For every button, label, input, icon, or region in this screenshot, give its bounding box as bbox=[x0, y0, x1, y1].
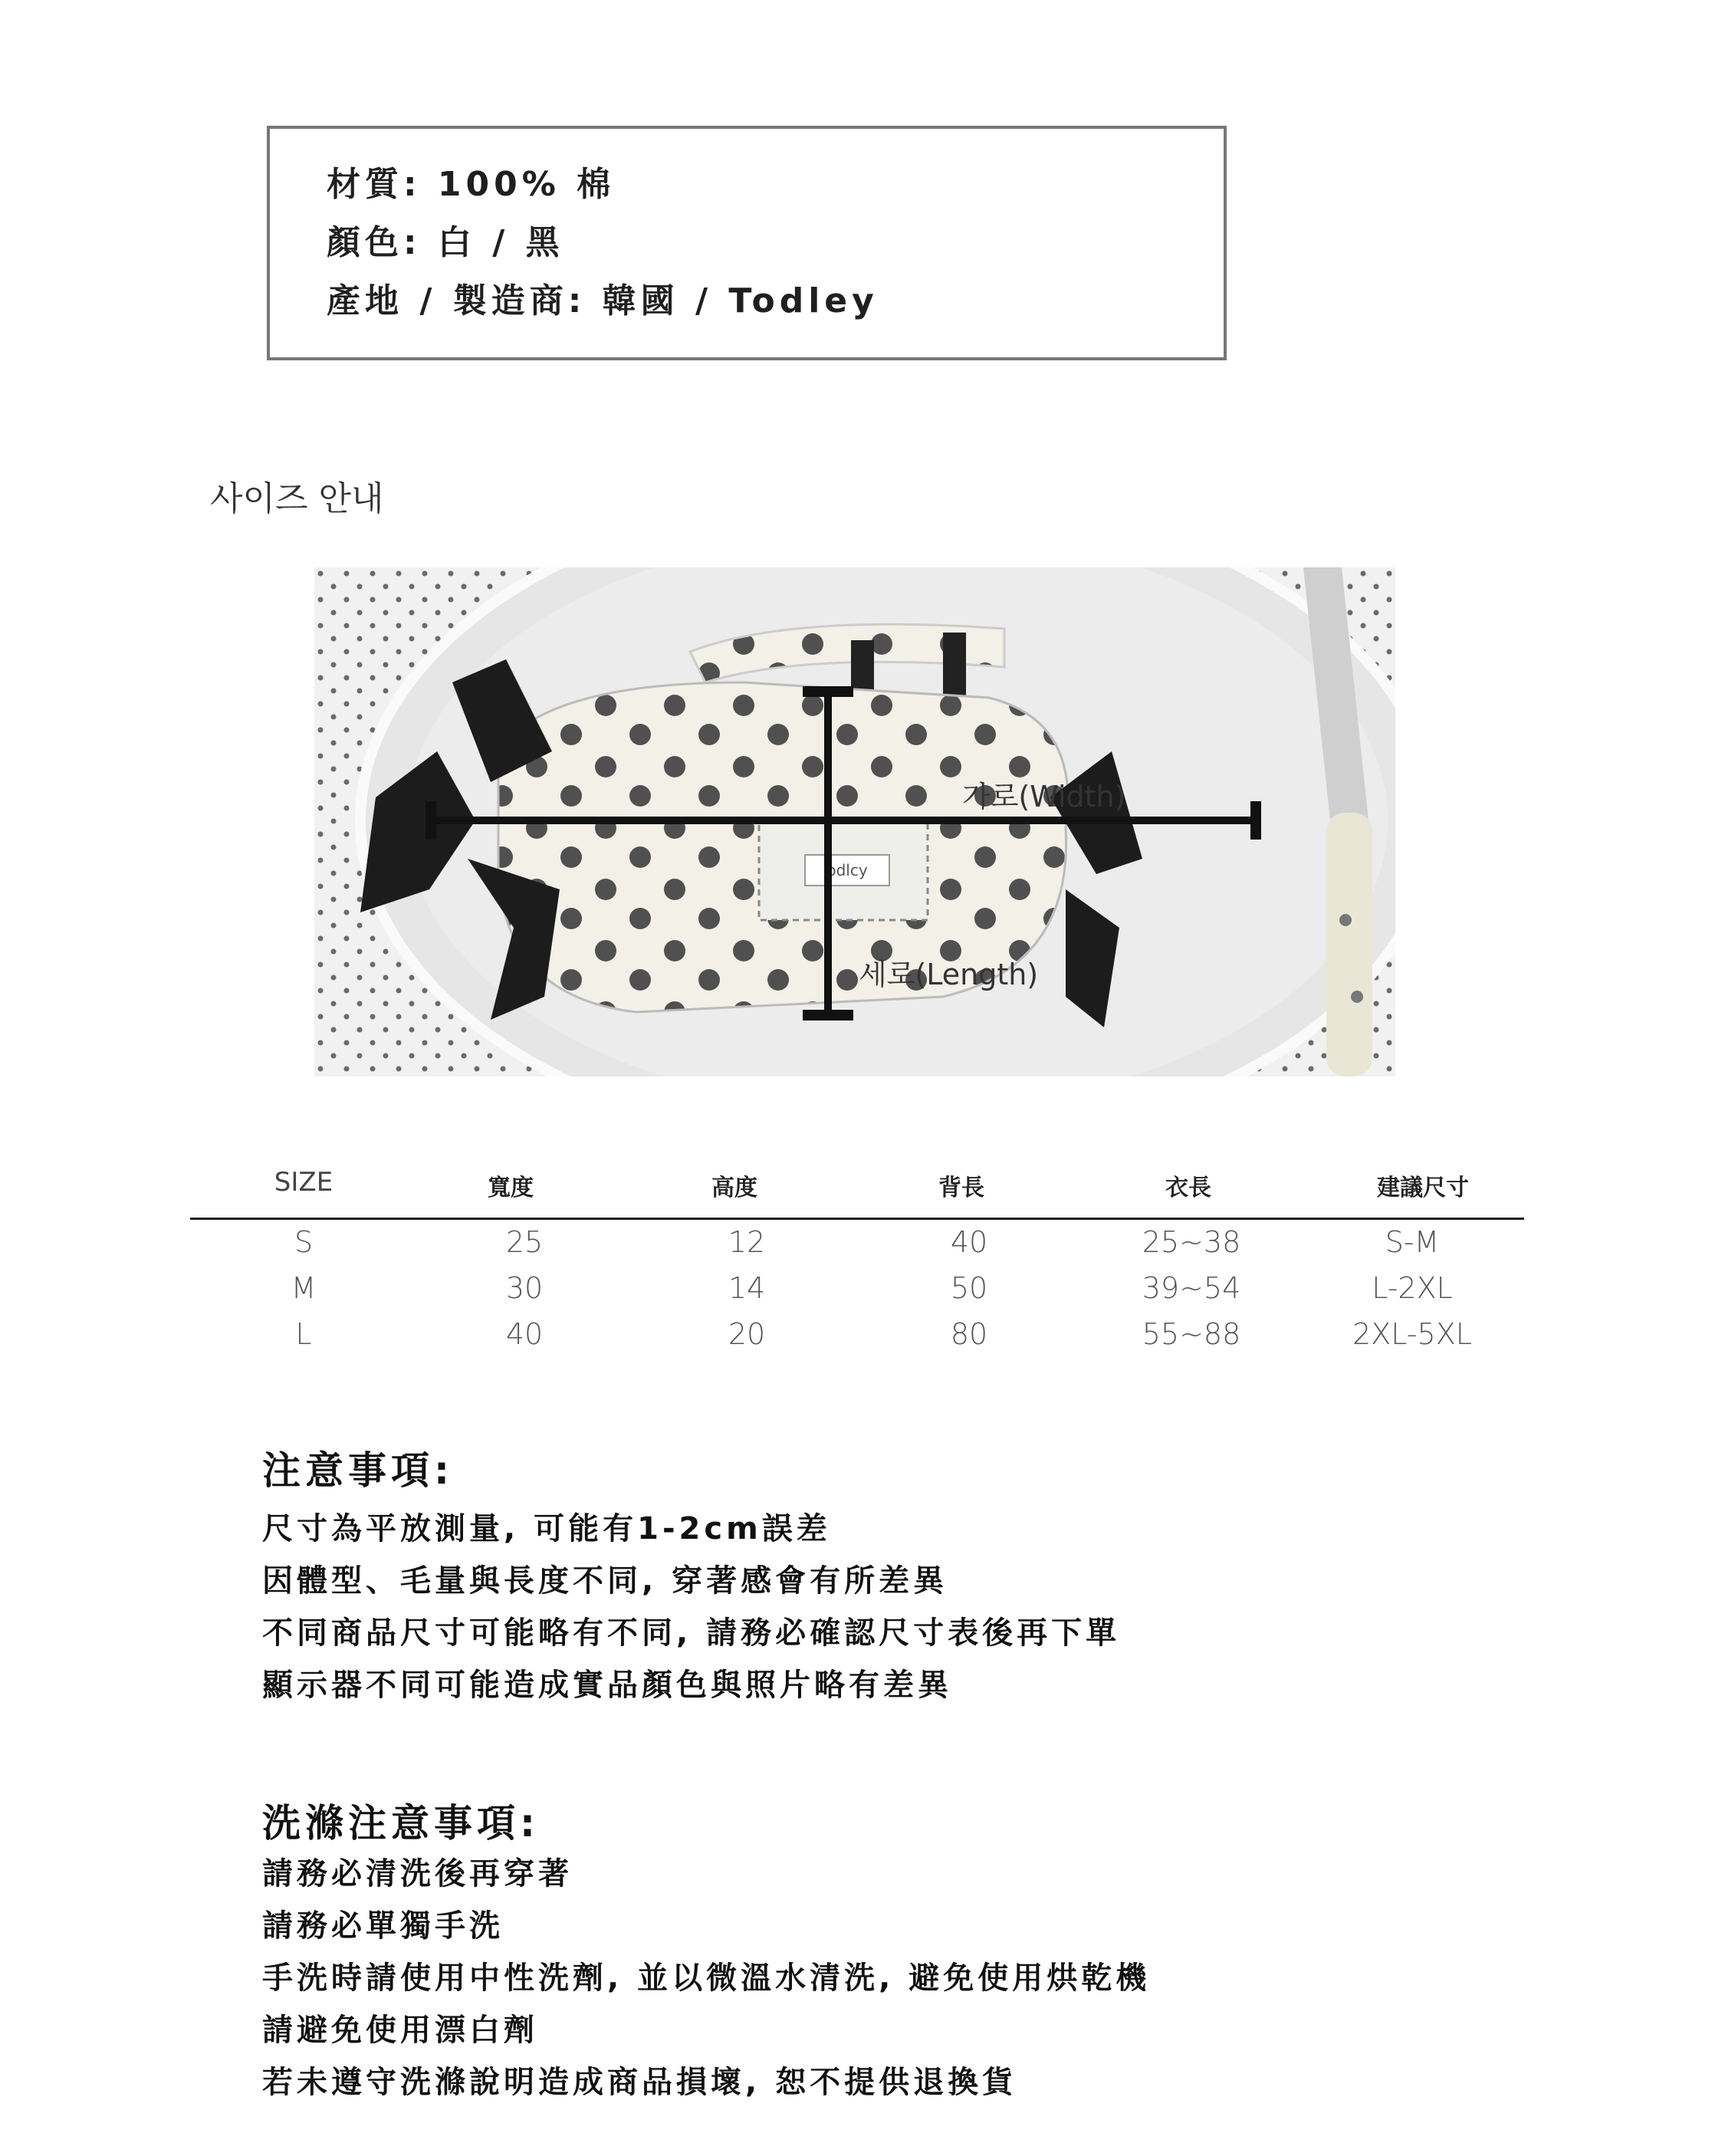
svg-text:odlcy: odlcy bbox=[826, 861, 868, 879]
spec-color: 顏色: 白 / 黑 bbox=[327, 223, 564, 262]
cell-recommended-size: L-2XL bbox=[1372, 1271, 1453, 1305]
cell-width: 40 bbox=[505, 1317, 544, 1351]
cell-height: 12 bbox=[728, 1225, 766, 1259]
header-height: 高度 bbox=[711, 1175, 757, 1201]
cell-width: 25 bbox=[505, 1225, 544, 1259]
wash-line: 手洗時請使用中性洗劑, 並以微溫水清洗, 避免使用烘乾機 bbox=[262, 1960, 1151, 1996]
cell-size: M bbox=[291, 1271, 317, 1305]
wash-line: 請避免使用漂白劑 bbox=[262, 2013, 538, 2048]
spec-box bbox=[267, 126, 1227, 360]
cell-size: L bbox=[295, 1317, 312, 1351]
note-line: 尺寸為平放測量, 可能有1-2cm誤差 bbox=[262, 1511, 831, 1546]
spec-material: 材質: 100% 棉 bbox=[327, 165, 616, 204]
polka-dot-bow-bag-photo-icon bbox=[314, 567, 1395, 1076]
cell-height: 20 bbox=[728, 1317, 766, 1351]
cell-garment-length: 39~54 bbox=[1142, 1271, 1241, 1305]
cell-width: 30 bbox=[505, 1271, 544, 1305]
cell-recommended-size: S-M bbox=[1385, 1225, 1440, 1259]
cell-size: S bbox=[294, 1225, 314, 1259]
size-guide-title: 사이즈 안내 bbox=[210, 479, 384, 518]
spec-origin: 產地 / 製造商: 韓國 / Todley bbox=[327, 281, 879, 320]
header-size: SIZE bbox=[274, 1167, 334, 1198]
cell-garment-length: 25~38 bbox=[1142, 1225, 1241, 1259]
table-row bbox=[190, 1225, 1524, 1271]
header-rule bbox=[190, 1218, 1524, 1220]
header-garment-length: 衣長 bbox=[1165, 1175, 1211, 1201]
cell-back-length: 50 bbox=[950, 1271, 988, 1305]
size-table-header bbox=[190, 1161, 1524, 1214]
cell-back-length: 40 bbox=[950, 1225, 988, 1259]
cell-recommended-size: 2XL-5XL bbox=[1352, 1317, 1472, 1351]
table-row bbox=[190, 1271, 1524, 1317]
product-photo bbox=[314, 567, 1395, 1076]
length-label: 세로(Length) bbox=[859, 958, 1039, 991]
notes-title: 注意事項: bbox=[262, 1448, 454, 1493]
note-line: 不同商品尺寸可能略有不同, 請務必確認尺寸表後再下單 bbox=[262, 1615, 1121, 1651]
header-back-length: 背長 bbox=[938, 1175, 984, 1201]
header-width: 寬度 bbox=[488, 1175, 534, 1201]
width-label: 가로(Width) bbox=[962, 780, 1126, 813]
wash-line: 若未遵守洗滌說明造成商品損壞, 恕不提供退換貨 bbox=[262, 2065, 1017, 2100]
size-table bbox=[190, 1161, 1524, 1363]
note-line: 顯示器不同可能造成實品顏色與照片略有差異 bbox=[262, 1668, 952, 1703]
wash-title: 洗滌注意事項: bbox=[262, 1801, 540, 1845]
table-row bbox=[190, 1317, 1524, 1363]
cell-back-length: 80 bbox=[950, 1317, 988, 1351]
header-recommended-size: 建議尺寸 bbox=[1377, 1175, 1469, 1201]
cell-height: 14 bbox=[728, 1271, 766, 1305]
wash-line: 請務必單獨手洗 bbox=[262, 1908, 504, 1944]
wash-line: 請務必清洗後再穿著 bbox=[262, 1856, 573, 1891]
note-line: 因體型、毛量與長度不同, 穿著感會有所差異 bbox=[262, 1563, 948, 1599]
cell-garment-length: 55~88 bbox=[1142, 1317, 1241, 1351]
